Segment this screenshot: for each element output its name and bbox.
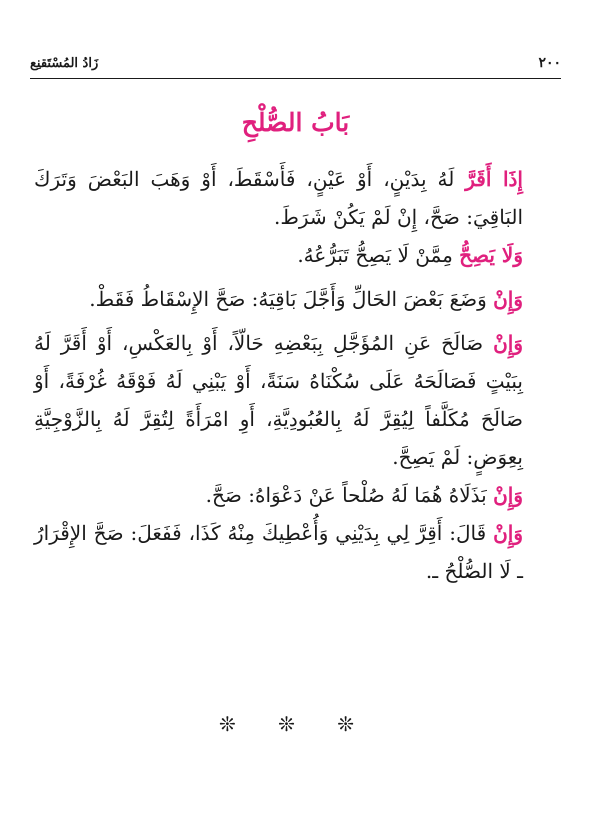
paragraph-keyword: وَإِنْ: [493, 483, 523, 507]
paragraph-text: قَالَ: أَقِرَّ لِي بِدَيْنِي وَأُعْطِيكَ مِنْهُ كَذَا، فَفَعَلَ: صَحَّ الإِقْرَارُ ـ لَا الصُّلْحُ ـ.: [34, 521, 523, 583]
book-title: زَادُ المُسْتَقنِع: [30, 56, 99, 71]
text-body: [34, 160, 557, 590]
paragraph-3: [34, 280, 557, 318]
chapter-title: بَابُ الصُّلْحِ: [241, 108, 350, 137]
paragraph-2: [34, 236, 557, 274]
page-header: [30, 52, 561, 79]
section-separator: ❊ ❊ ❊: [219, 712, 372, 736]
paragraph-keyword: وَإِنْ: [493, 521, 523, 545]
paragraph-text: بَذَلَاهُ هُمَا لَهُ صُلْحاً عَنْ دَعْوَاهُ: صَحَّ.: [205, 483, 494, 507]
page-number: ٢٠٠: [538, 55, 561, 71]
paragraph-5: [34, 476, 557, 514]
paragraph-text: لَهُ بِدَيْنٍ، أَوْ عَيْنٍ، فَأَسْقَطَ، أَوْ وَهَبَ البَعْضَ وَتَرَكَ البَاقِيَ: صَحَّ، إِنْ لَمْ يَكُنْ شَرَطَ.: [34, 167, 523, 229]
paragraph-keyword: وَإِنْ: [493, 287, 523, 311]
paragraph-6: [34, 514, 557, 590]
paragraph-text: وَضَعَ بَعْضَ الحَالِّ وَأَجَّلَ بَاقِيَهُ: صَحَّ الإِسْقَاطُ فَقَطْ.: [89, 287, 494, 311]
paragraph-keyword: إِذَا أَقَرَّ: [465, 167, 523, 191]
paragraph-4: [34, 324, 557, 476]
paragraph-text: مِمَّنْ لَا يَصِحُّ تَبَرُّعُهُ.: [297, 243, 460, 267]
paragraph-keyword: وَلَا يَصِحُّ: [459, 243, 523, 267]
paragraph-text: صَالَحَ عَنِ المُؤَجَّلِ بِبَعْضِهِ حَالّاً، أَوْ بِالعَكْسِ، أَوْ أَقَرَّ لَهُ بِبَيْتٍ فَصَالَحَهُ عَلَى سُكْنَاهُ سَنَةً، أَوْ يَبْنِي لَهُ فَوْقَهُ غُرْفَةً، أَوْ صَالَحَ مُكَلَّفاً لِيُقِرَّ لَهُ بِالعُبُودِيَّةِ، أَوِ امْرَأَةً لِتُقِرَّ لَهُ بِالزَّوْجِيَّةِ بِعِوَضٍ: لَمْ يَصِحَّ.: [34, 331, 524, 469]
paragraph-1: [34, 160, 557, 236]
paragraph-keyword: وَإِنْ: [493, 331, 523, 355]
